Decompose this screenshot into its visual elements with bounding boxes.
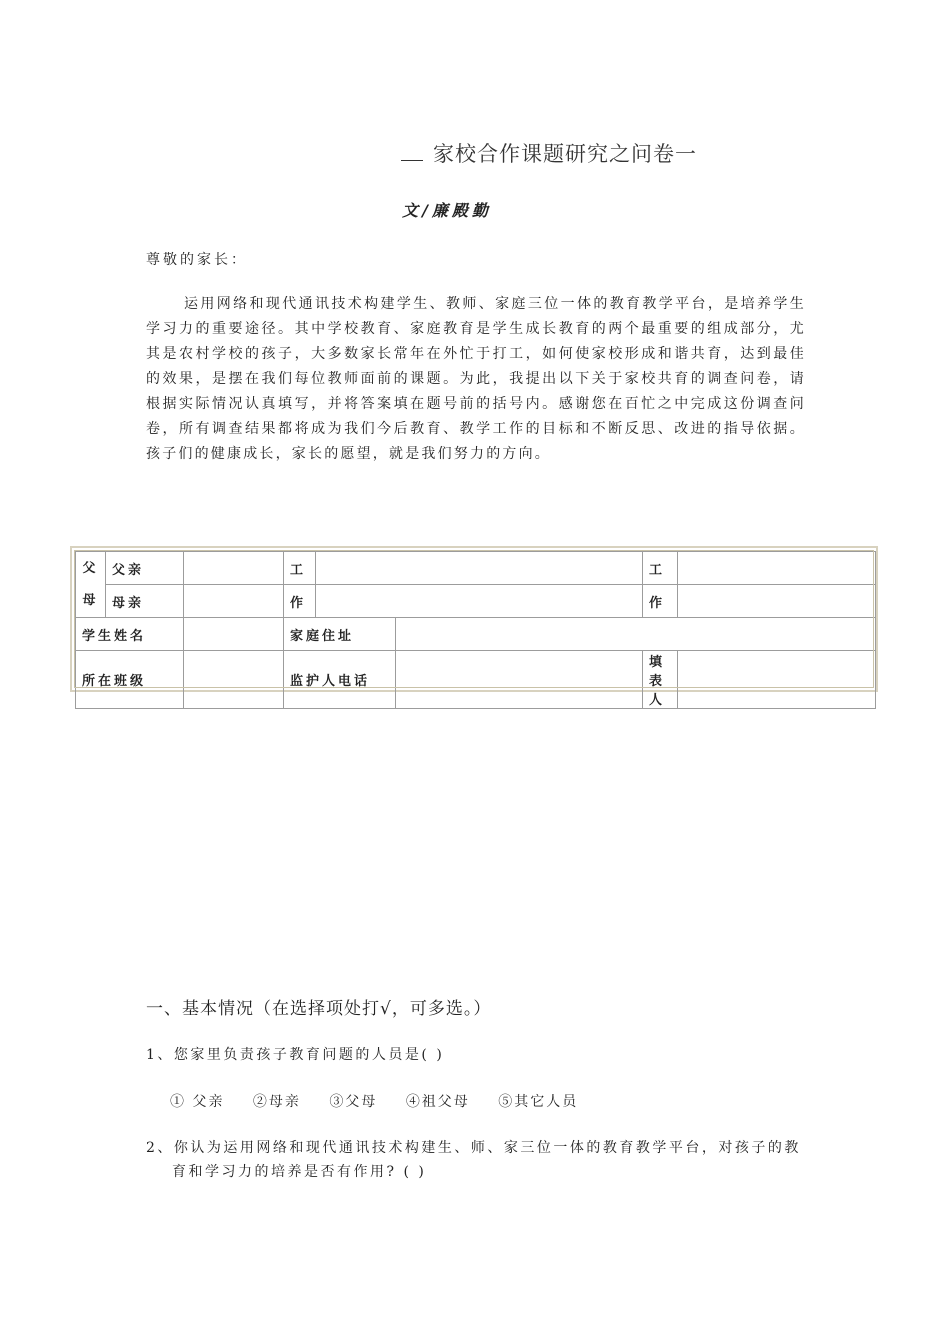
work-label-top: 工 (284, 552, 316, 585)
question-2 (146, 1136, 812, 1184)
father-work2-input[interactable] (678, 552, 876, 585)
question-2-line-2: 育和学习力的培养是否有作用? ( ) (172, 1164, 427, 1180)
option-4[interactable]: ④祖父母 (405, 1094, 470, 1110)
info-form (70, 546, 878, 708)
home-address-label: 家庭住址 (284, 618, 396, 651)
option-5[interactable]: ⑤其它人员 (498, 1094, 579, 1110)
option-3[interactable]: ③父母 (329, 1094, 378, 1110)
question-1-options (170, 1091, 600, 1111)
greeting: 尊敬的家长： (146, 252, 248, 268)
filler-input[interactable] (678, 651, 876, 709)
work2-label-top: 工 (643, 552, 678, 585)
question-2-line-1: 2、你认为运用网络和现代通讯技术构建生、师、家三位一体的教育教学平台，对孩子的教 (146, 1140, 801, 1156)
student-name-input[interactable] (184, 618, 284, 651)
author-line: 文/廉殿勤 (402, 201, 492, 220)
option-1[interactable]: ① 父亲 (170, 1094, 225, 1110)
work-label-bottom: 作 (284, 585, 316, 618)
filler-label: 填表人 (643, 651, 678, 709)
parents-label-bottom: 母 (82, 592, 99, 608)
title-blank-line (401, 142, 423, 161)
intro-paragraph: 运用网络和现代通讯技术构建学生、教师、家庭三位一体的教育教学平台，是培养学生学习力的重要途径。其中学校教育、家庭教育是学生成长教育的两个最重要的组成部分，尤其是农村学校的孩子，大多数家长常年在外忙于打工，如何使家校形成和谐共育，达到最佳的效果，是摆在我们每位教师面前的课题。为此，我提出以下关于家校共育的调查问卷，请根据实际情况认真填写，并将答案填在题号前的括号内。感谢您在百忙之中完成这份调查问卷，所有调查结果都将成为我们今后教育、教学工作的目标和不断反思、改进的指导依据。孩子们的健康成长，家长的愿望，就是我们努力的方向。 (146, 296, 806, 462)
title-text: 家校合作课题研究之问卷一 (433, 142, 697, 166)
mother-label: 母亲 (106, 585, 184, 618)
class-label: 所在班级 (76, 651, 184, 709)
mother-work2-input[interactable] (678, 585, 876, 618)
mother-input[interactable] (184, 585, 284, 618)
father-label: 父亲 (106, 552, 184, 585)
guardian-phone-label: 监护人电话 (284, 651, 396, 709)
father-input[interactable] (184, 552, 284, 585)
mother-work-input[interactable] (316, 585, 643, 618)
parents-label-top: 父 (82, 560, 99, 576)
student-name-label: 学生姓名 (76, 618, 184, 651)
info-form-table (75, 551, 876, 709)
class-input[interactable] (184, 651, 284, 709)
option-2[interactable]: ②母亲 (252, 1094, 301, 1110)
document-title (401, 138, 697, 168)
section-heading-basic-info: 一、基本情况（在选择项处打√，可多选。） (146, 999, 492, 1019)
home-address-input[interactable] (396, 618, 876, 651)
father-work-input[interactable] (316, 552, 643, 585)
guardian-phone-input[interactable] (396, 651, 643, 709)
work2-label-bottom: 作 (643, 585, 678, 618)
question-1: 1、您家里负责孩子教育问题的人员是( ) (146, 1047, 445, 1063)
parents-label-cell (76, 552, 106, 618)
